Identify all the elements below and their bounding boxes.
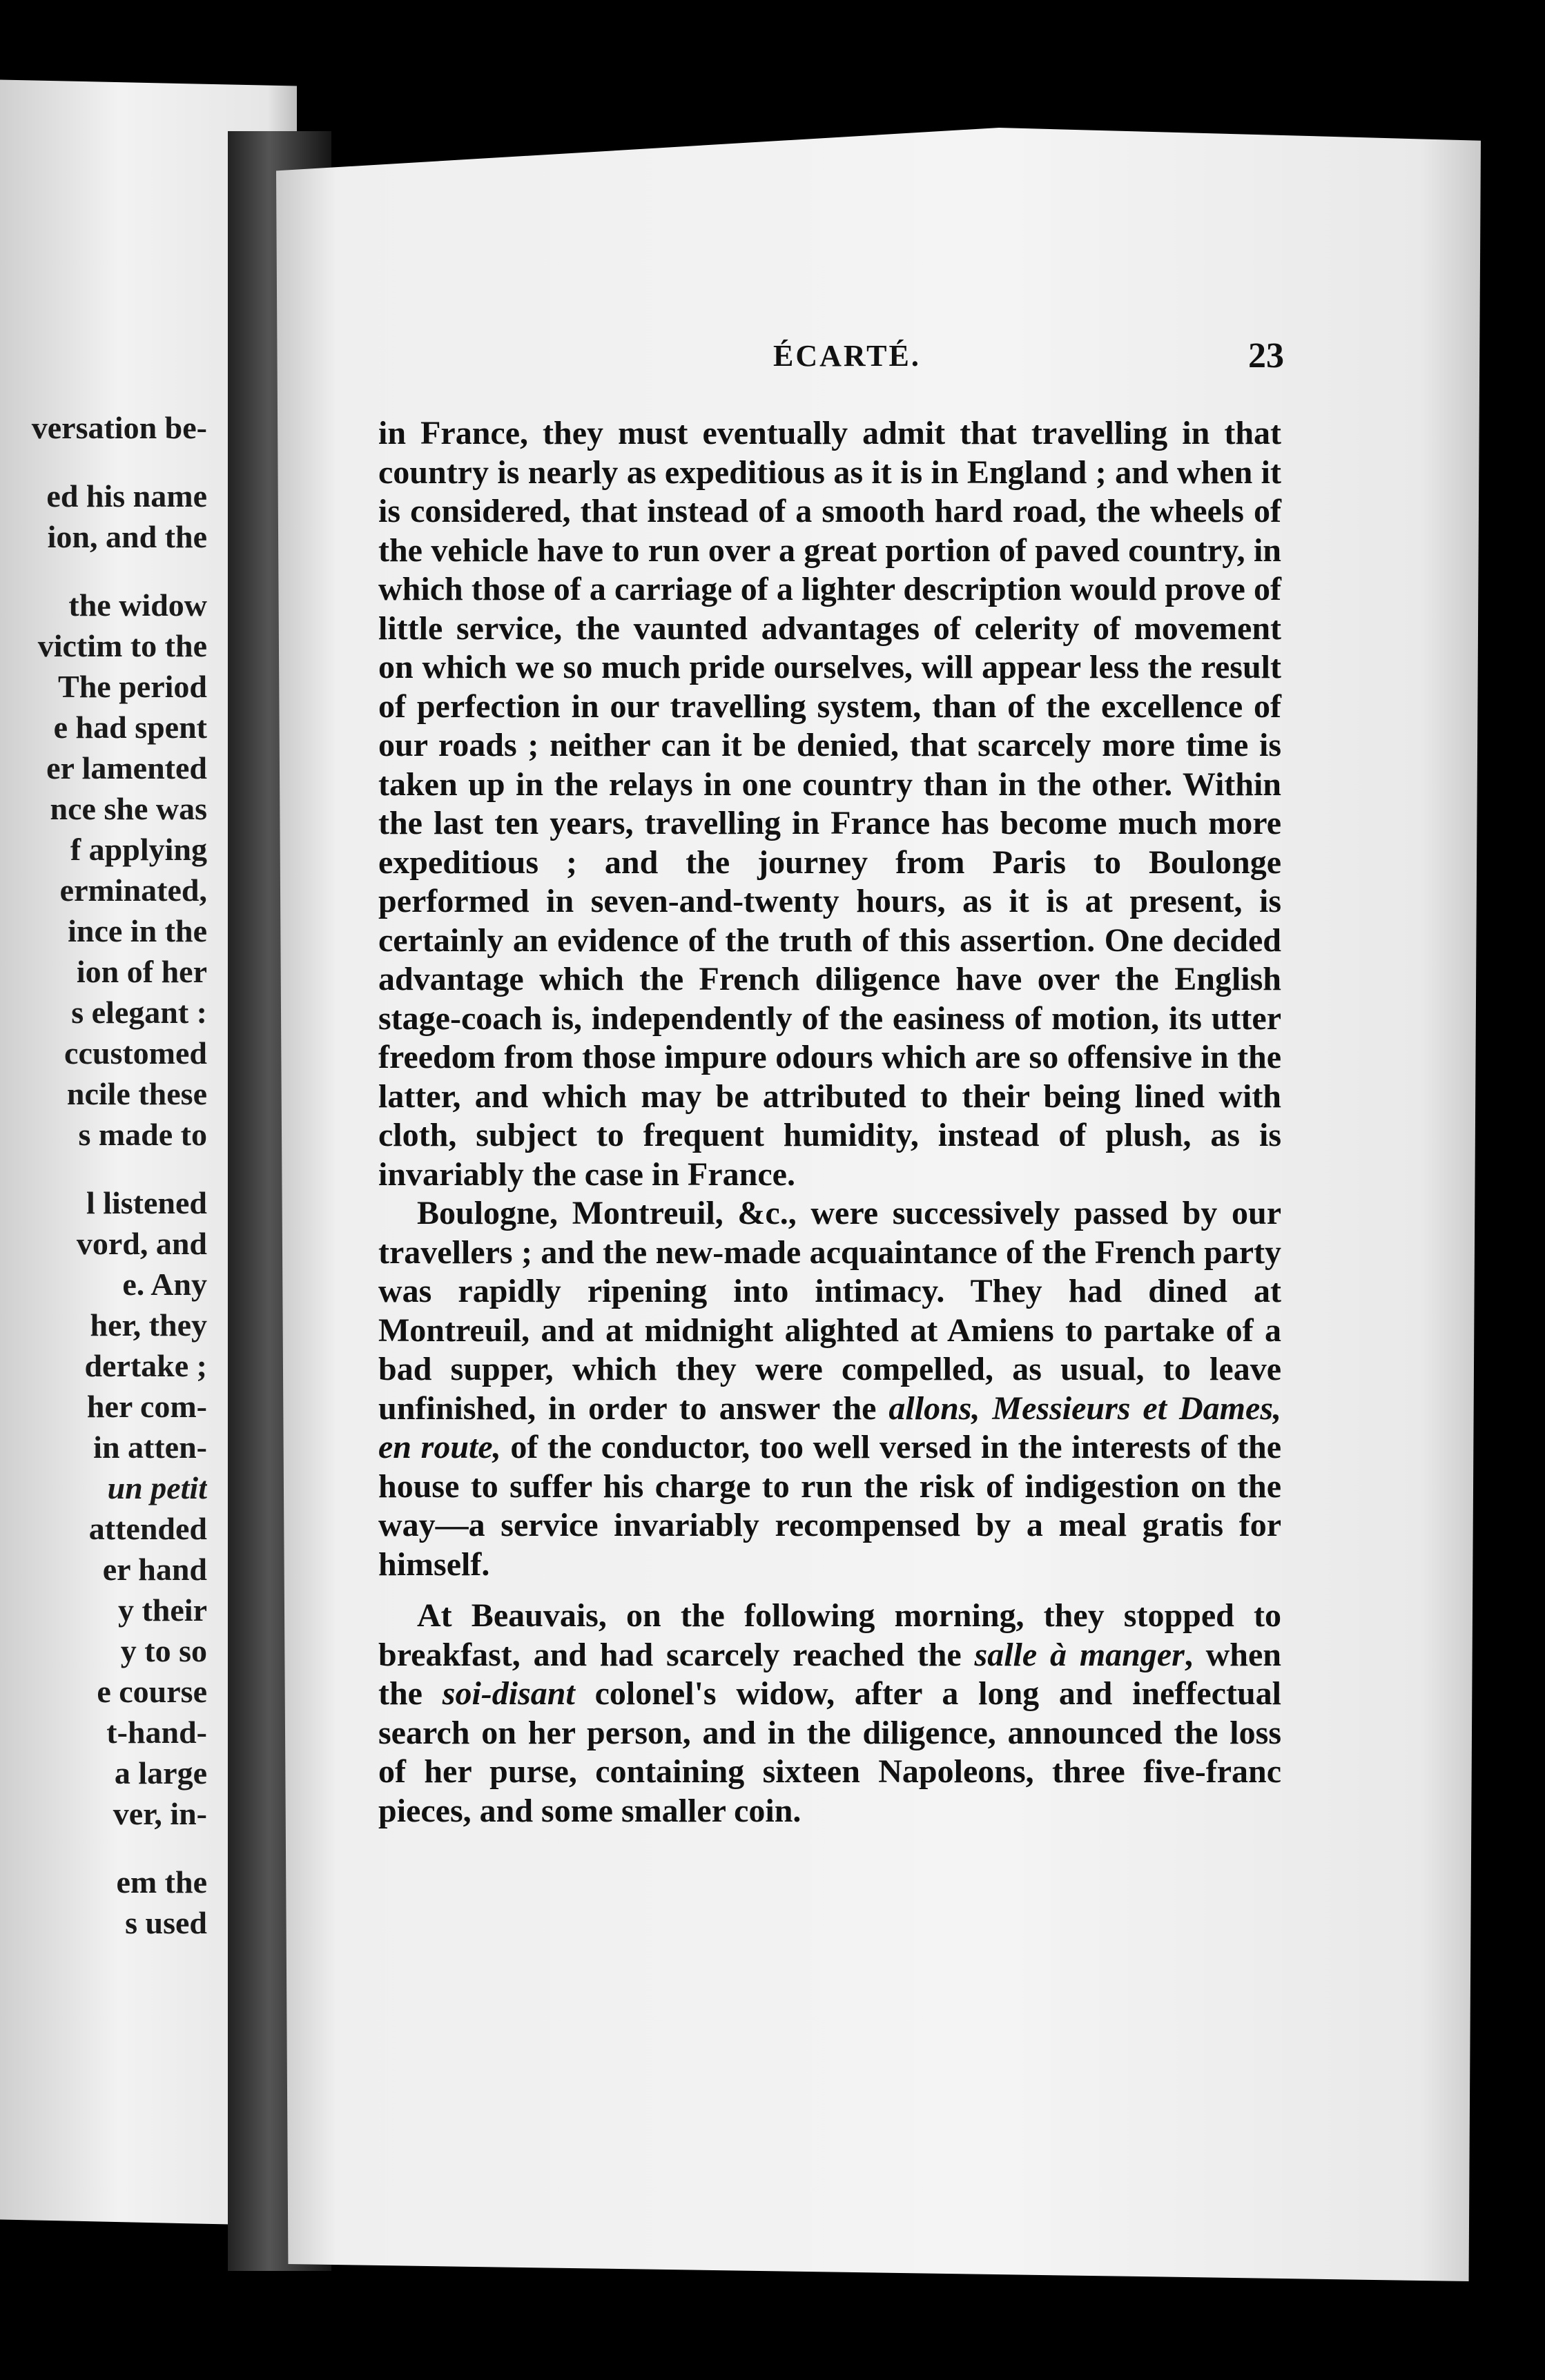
paragraph-gap: [378, 1584, 1281, 1597]
left-page-line: a large: [114, 1755, 207, 1791]
page-header: [373, 338, 1284, 387]
text-run: , when the: [378, 1636, 1281, 1712]
left-page-line: erminated,: [59, 872, 207, 908]
left-page-line: er lamented: [46, 750, 207, 786]
italic-phrase: allons, Messieurs et Dames, en route,: [378, 1389, 1281, 1465]
text-run: Boulogne, Montreuil, &c., were successively passed by our travellers ; and the new-made acquaintance of the French party was rapidly ripening into intimacy. They had dined at Montreuil, and at midnight alighted at Amiens to partake of a bad supper, which they were compelled, as usual, to leave unfinished, in order to answer the: [378, 1195, 1281, 1427]
left-page-line: s made to: [78, 1117, 207, 1152]
left-page-line: er hand: [102, 1552, 207, 1587]
line-gap: [0, 448, 207, 476]
paragraph: [378, 1194, 1281, 1584]
left-page-line: s used: [125, 1905, 207, 1940]
left-page-line: ed his name: [46, 478, 207, 514]
left-page-line: l listened: [86, 1185, 207, 1220]
left-page-line: versation be-: [31, 410, 207, 445]
left-page-line: victim to the: [37, 628, 207, 663]
left-page-line: ince in the: [68, 913, 207, 948]
left-page-line: The period: [58, 669, 207, 704]
left-page-line: s elegant :: [71, 995, 207, 1030]
line-gap: [0, 1155, 207, 1182]
left-page-line: nce she was: [50, 791, 207, 826]
left-page-line: y to so: [120, 1633, 207, 1668]
left-page-line: f applying: [70, 832, 207, 867]
paragraph: [378, 414, 1281, 1194]
left-page-line: y their: [117, 1592, 207, 1628]
left-page-line: in atten-: [93, 1430, 207, 1465]
paragraph: [378, 1597, 1281, 1831]
text-run: in France, they must eventually admit that travelling in that country is nearly as expeditious as it is in England ; and when it is considered, that instead of a smooth hard road, the wheels of the vehicle have to run over a great portion of paved country, in which those of a carriage of a lighter description would prove of little service, the vaunted advantages of celerity of movement on which we so much pride ourselves, will appear less the result of perfection in our travelling system, than of the excellence of our roads ; neither can it be denied, that scarcely more time is taken up in the relays in one country than in the other. Within the last ten years, travelling in France has become much more expeditious ; and the journey from Paris to Boulonge performed in seven-and-twenty hours, as it is at present, is certainly an evidence of the truth of this assertion. One decided advantage which the French diligence have over the English stage-coach is, independently of the easiness of motion, its utter freedom from those impure odours which are so offensive in the latter, and which may be attributed to their being lined with cloth, subject to frequent humidity, instead of plush, as is invariably the case in France.: [378, 415, 1281, 1193]
left-page-line: em the: [116, 1864, 207, 1900]
left-page-line: e had spent: [53, 710, 207, 745]
italic-phrase: salle à manger: [974, 1636, 1185, 1673]
left-page-line: ion of her: [76, 954, 207, 989]
left-page-line: ncile these: [66, 1076, 207, 1111]
left-page-line: e. Any: [122, 1267, 207, 1302]
left-page-line: her, they: [90, 1307, 207, 1343]
left-page-line: ver, in-: [113, 1796, 207, 1831]
left-page-line: ccustomed: [64, 1035, 207, 1071]
line-gap: [0, 557, 207, 585]
running-head: ÉCARTÉ.: [773, 339, 921, 373]
left-page-line: attended: [88, 1511, 207, 1546]
text-run: At Beauvais, on the following morning, they stopped to breakfast, and had scarcely reached the: [378, 1597, 1281, 1673]
page-number: 23: [1248, 336, 1284, 375]
left-page-line: her com-: [86, 1389, 207, 1424]
left-page-text: [0, 407, 207, 1943]
left-page-line: ion, and the: [47, 519, 207, 554]
left-page-line: e course: [97, 1674, 207, 1709]
line-gap: [0, 1834, 207, 1862]
italic-phrase: soi-disant: [442, 1675, 575, 1712]
text-run: colonel's widow, after a long and ineffectual search on her person, and in the diligence, announced the loss of her purse, containing sixteen Napoleons, three five-franc pieces, and some smaller coin.: [378, 1675, 1282, 1829]
left-page-line: un petit: [107, 1470, 207, 1505]
body-text: [378, 414, 1281, 1831]
left-page-line: t-hand-: [106, 1715, 207, 1750]
text-run: of the conductor, too well versed in the interests of the house to suffer his charge to run the risk of indigestion on the way—a service invariably recompensed by a meal gratis for himself.: [378, 1429, 1282, 1583]
left-page-line: vord, and: [76, 1226, 207, 1261]
left-page-line: the widow: [68, 587, 207, 623]
left-page-line: dertake ;: [84, 1348, 207, 1383]
